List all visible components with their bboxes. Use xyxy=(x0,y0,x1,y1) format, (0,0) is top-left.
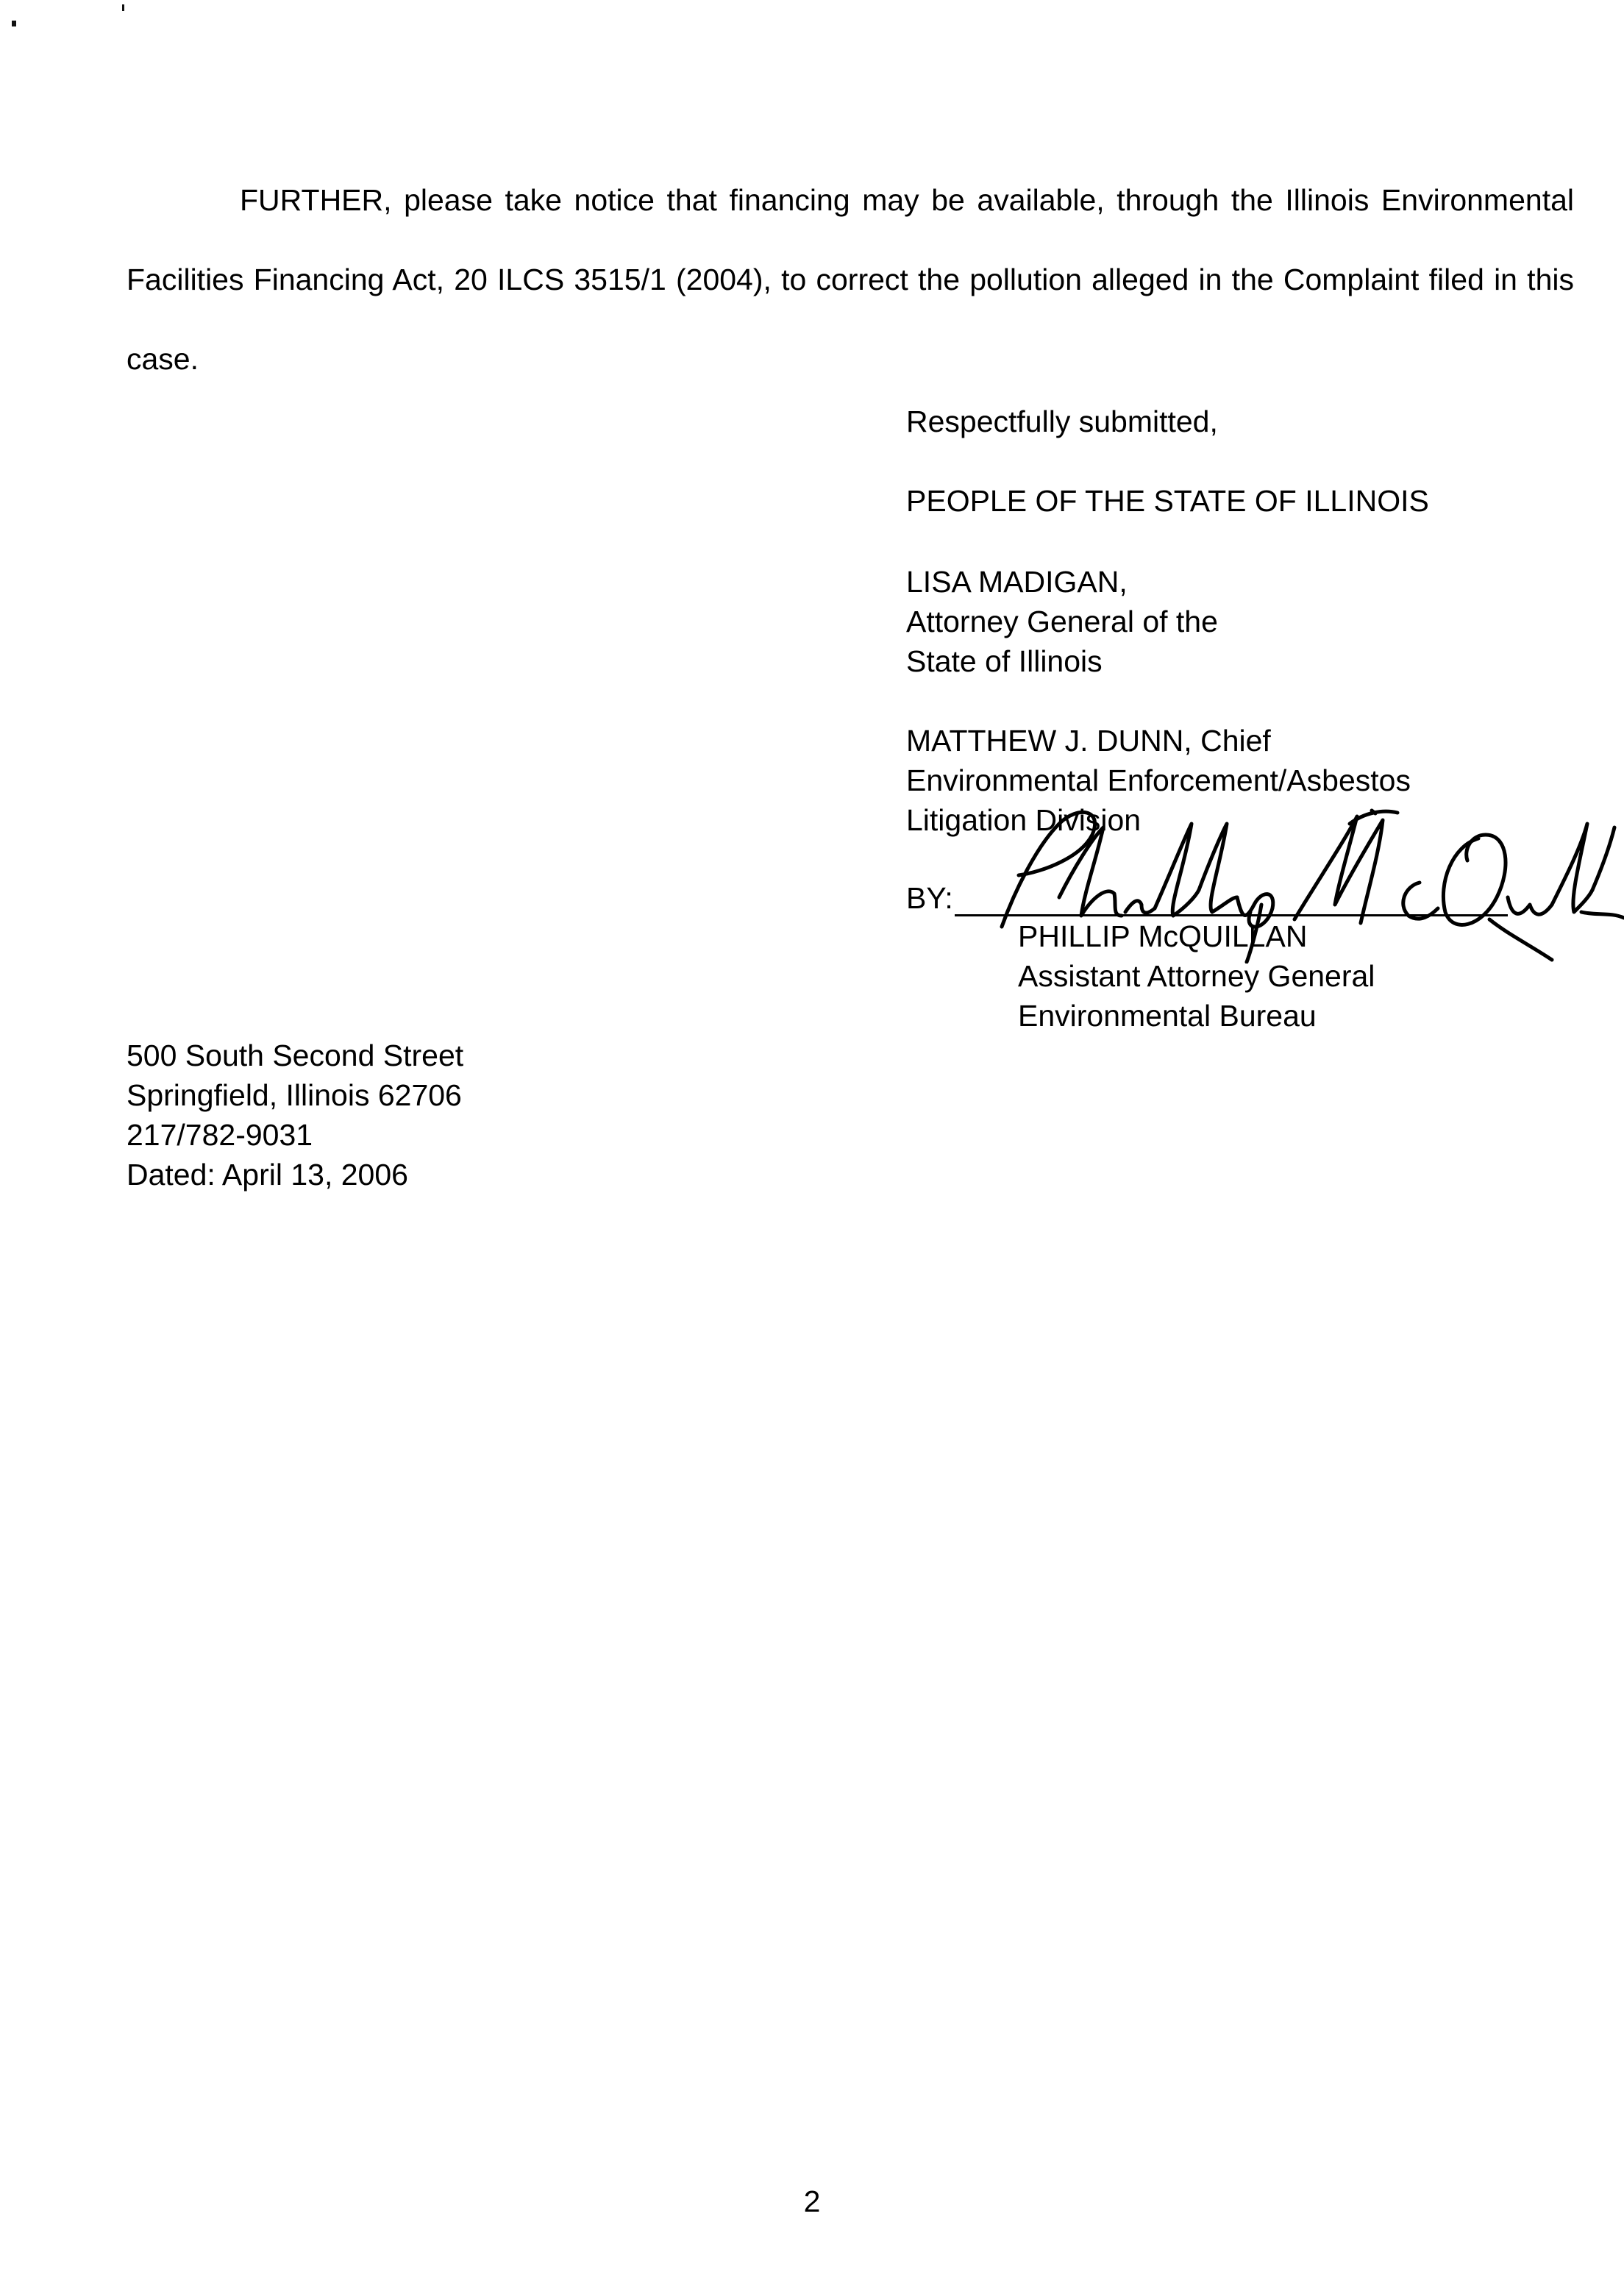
signer-bureau: Environmental Bureau xyxy=(1018,999,1317,1033)
attorney-general-title: Attorney General of the xyxy=(906,605,1218,638)
division-name-line1: Environmental Enforcement/Asbestos xyxy=(906,763,1411,797)
address-city: Springfield, Illinois 62706 xyxy=(127,1078,462,1112)
scan-speck xyxy=(12,21,16,26)
notice-paragraph: FURTHER, please take notice that financing may be available, through the Illinois Environmental Facilities Financing Act, 20 ILCS 3515/1 (2004), to correct the pollution alleged in the Complaint filed in this case. xyxy=(127,183,1574,376)
party-name: PEOPLE OF THE STATE OF ILLINOIS xyxy=(906,484,1429,518)
address-phone: 217/782-9031 xyxy=(127,1118,313,1152)
division-chief-name: MATTHEW J. DUNN, Chief xyxy=(906,724,1271,758)
signer-name: PHILLIP McQUILLAN xyxy=(1018,919,1308,953)
page-number: 2 xyxy=(803,2184,821,2218)
address-street: 500 South Second Street xyxy=(127,1039,464,1072)
closing-line: Respectfully submitted, xyxy=(906,405,1218,438)
date-line: Dated: April 13, 2006 xyxy=(127,1158,408,1192)
by-label: BY: xyxy=(906,881,953,915)
scan-speck xyxy=(122,4,124,11)
attorney-general-state: State of Illinois xyxy=(906,644,1103,678)
division-name-line2: Litigation Division xyxy=(906,803,1142,837)
attorney-general-name: LISA MADIGAN, xyxy=(906,565,1128,599)
signer-title: Assistant Attorney General xyxy=(1018,959,1375,993)
